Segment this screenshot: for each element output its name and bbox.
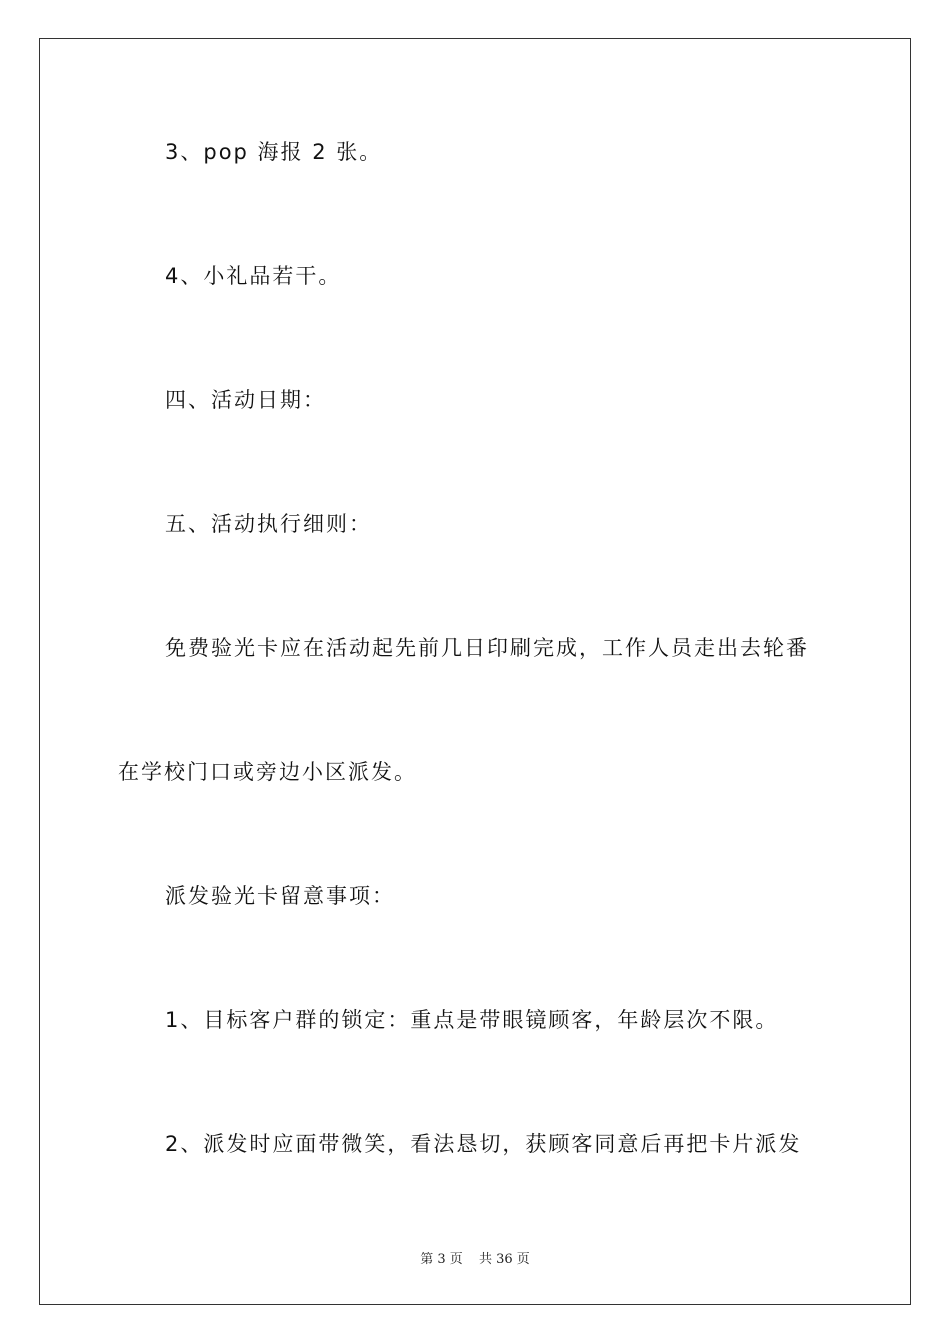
text-line-4: 五、活动执行细则： — [165, 512, 372, 536]
page-total: 共 36 页 — [478, 1252, 530, 1267]
text-line-2: 4、小礼品若干。 — [165, 264, 342, 288]
text-line-8: 1、目标客户群的锁定：重点是带眼镜顾客，年龄层次不限。 — [165, 1008, 779, 1032]
text-line-3: 四、活动日期： — [165, 388, 326, 412]
text-line-5: 免费验光卡应在活动起先前几日印刷完成，工作人员走出去轮番 — [165, 636, 809, 660]
text-line-6: 在学校门口或旁边小区派发。 — [118, 760, 417, 784]
text-line-9: 2、派发时应面带微笑，看法恳切，获顾客同意后再把卡片派发 — [165, 1132, 802, 1156]
page-current: 第 3 页 — [420, 1252, 463, 1267]
text-line-1: 3、pop 海报 2 张。 — [165, 140, 383, 164]
text-line-7: 派发验光卡留意事项： — [165, 884, 395, 908]
page-footer — [0, 1248, 950, 1267]
page-border — [39, 38, 911, 1305]
